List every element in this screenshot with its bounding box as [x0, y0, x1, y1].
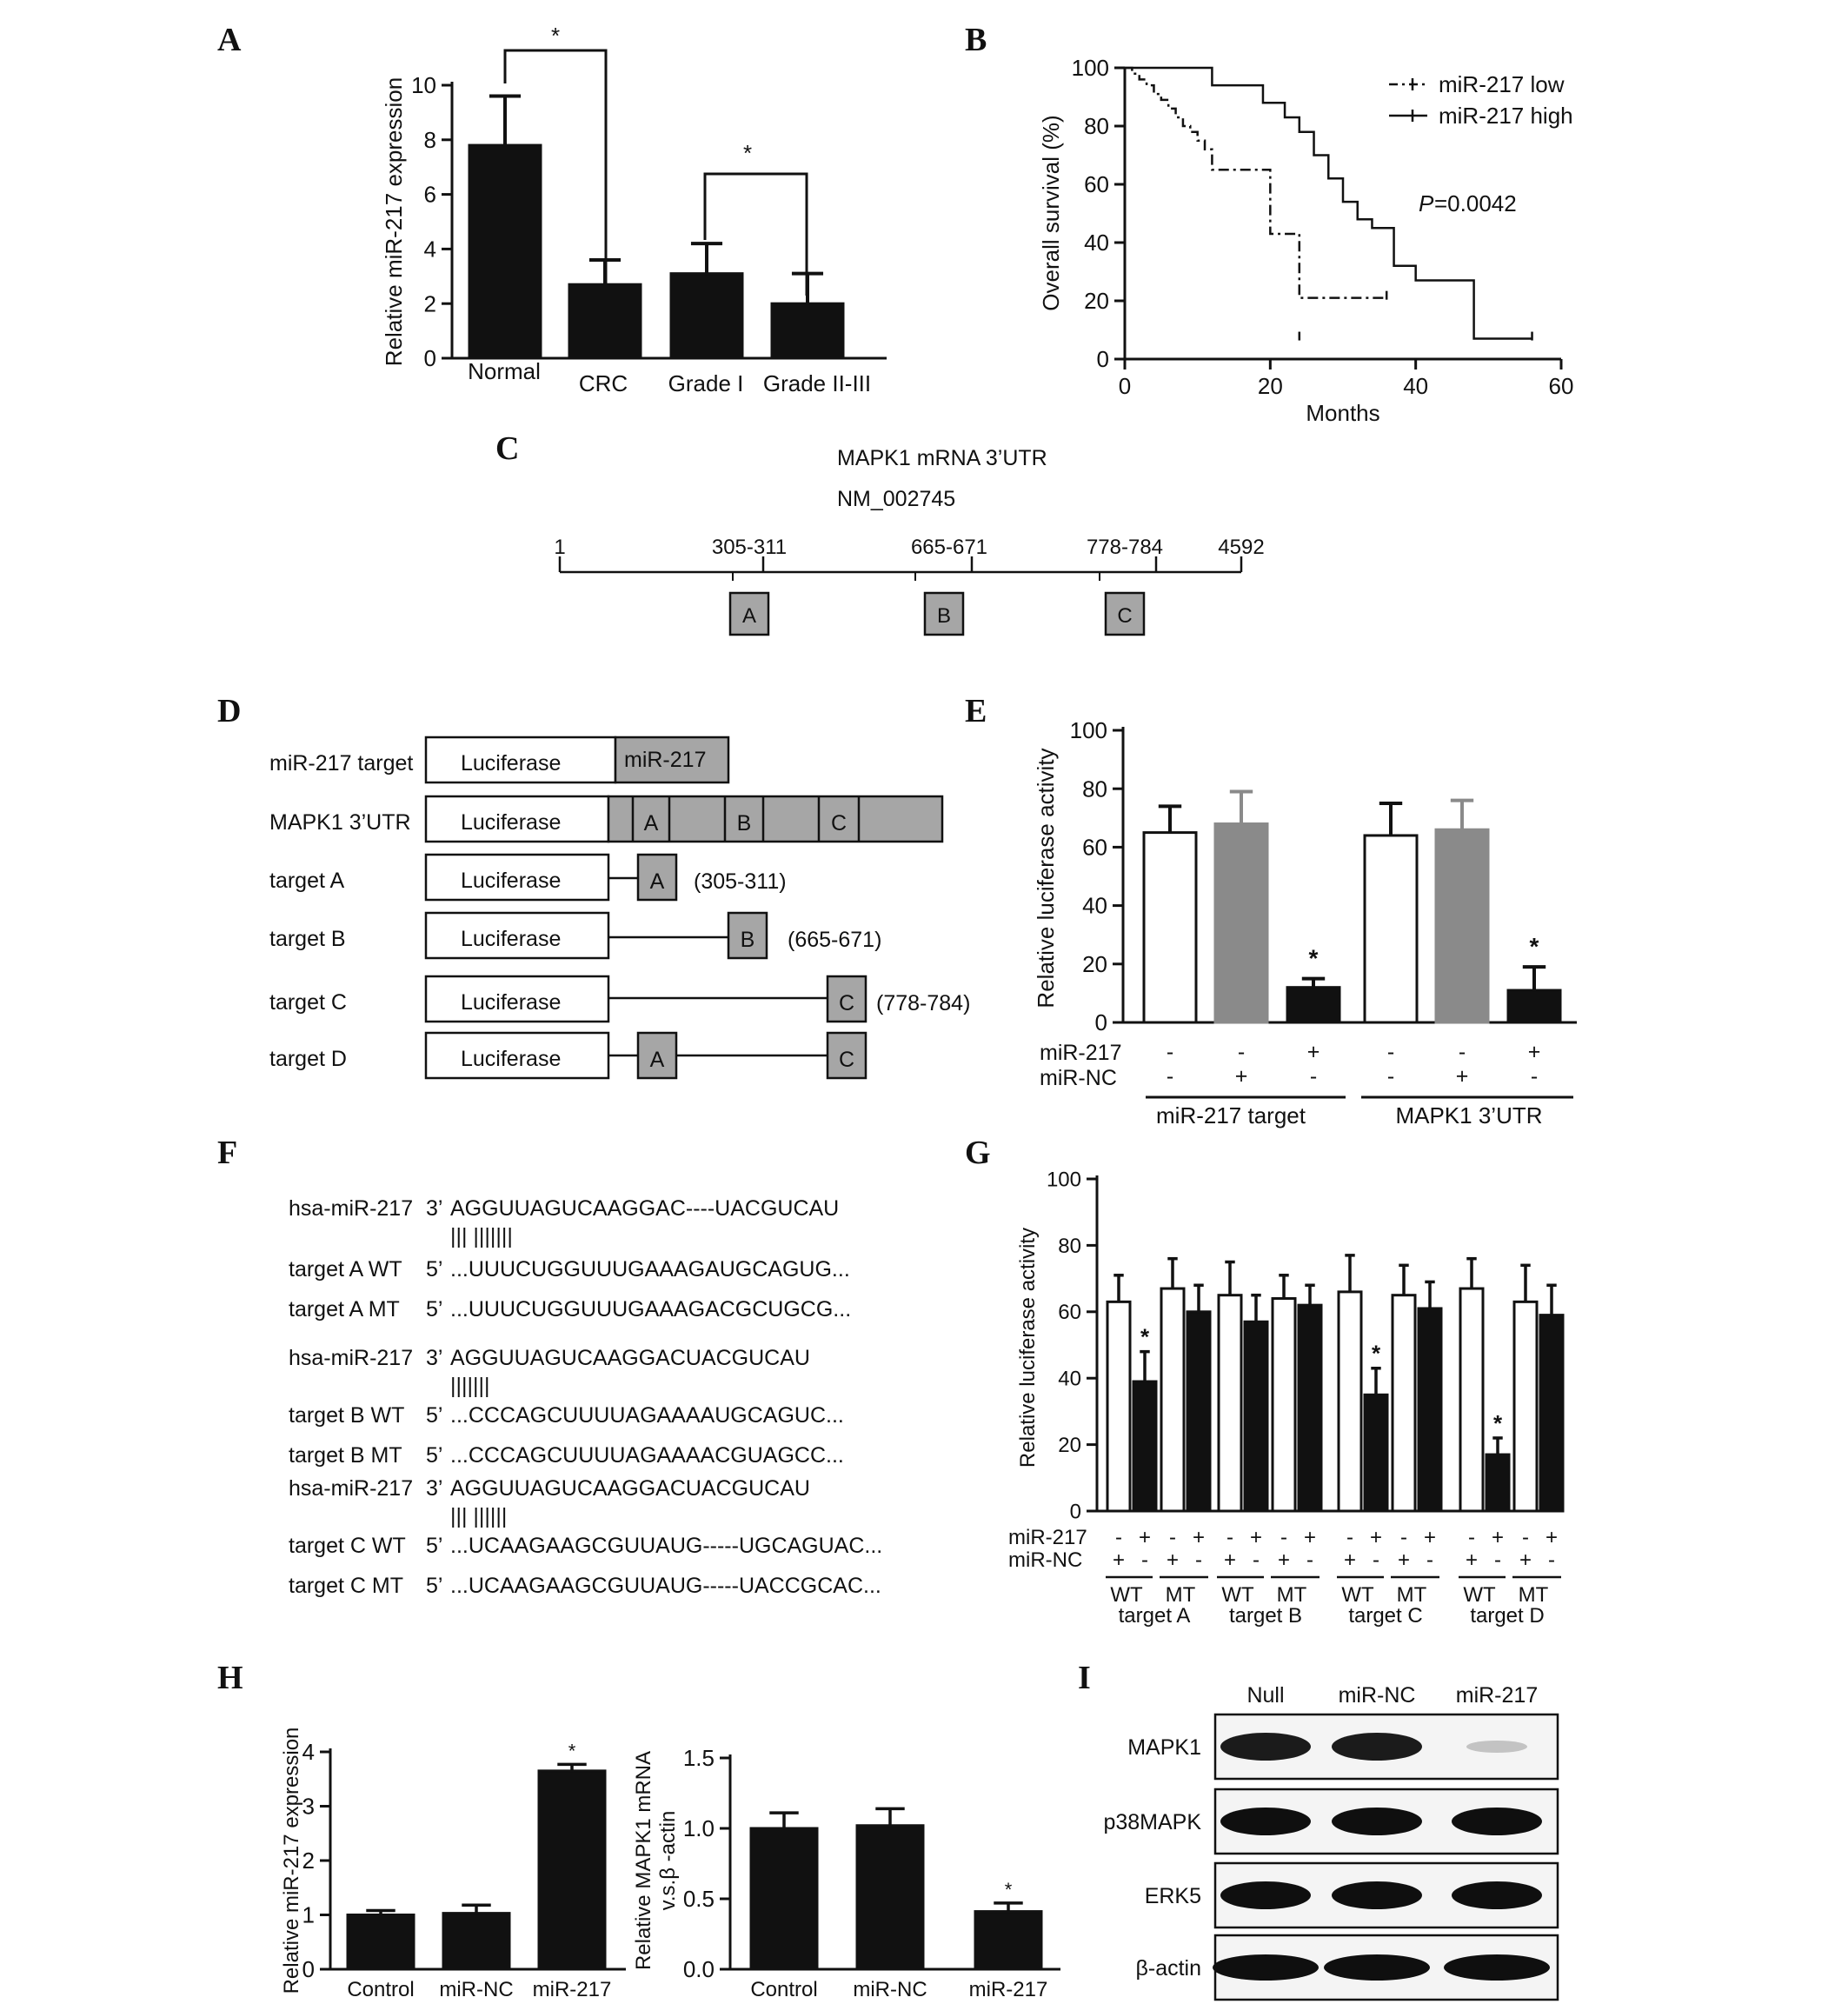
g-sign: - [1195, 1548, 1202, 1572]
i-row-label: MAPK1 [1127, 1735, 1201, 1760]
g-bar [1339, 1292, 1361, 1511]
e-y-tick-label: 60 [1082, 834, 1107, 861]
e-sign: - [1386, 1040, 1395, 1064]
g-bar [1107, 1302, 1130, 1511]
b-y-tick-label: 60 [1084, 171, 1109, 197]
e-y-tick-label: 20 [1082, 950, 1107, 977]
a-y-tick-label: 6 [423, 181, 436, 208]
e-sign: + [1527, 1040, 1541, 1064]
d-site-letter: C [838, 1048, 855, 1072]
f-pairing-bars: ||||||| [450, 1374, 490, 1398]
g-sign: + [1277, 1548, 1291, 1572]
g-sign: + [1423, 1526, 1437, 1549]
g-y-tick-label: 80 [1058, 1234, 1081, 1258]
i-blot-band [1452, 1808, 1542, 1835]
g-sign: - [1468, 1526, 1475, 1549]
g-target-label: target D [1470, 1604, 1545, 1628]
g-sign: - [1373, 1548, 1379, 1572]
g-sign: - [1426, 1548, 1433, 1572]
f-sequence: ...CCCAGCUUUUAGAAAACGUAGCC... [450, 1443, 844, 1468]
d-row-label: miR-217 target [269, 751, 414, 776]
c-title: MAPK1 mRNA 3’UTR [837, 446, 1047, 470]
c-site-letter: A [741, 604, 757, 628]
c-site-range-label: 305-311 [711, 536, 788, 559]
b-y-tick-label: 20 [1084, 288, 1109, 314]
g-target-label: target B [1228, 1604, 1303, 1628]
g-y-tick-label: 40 [1058, 1367, 1081, 1391]
g-sign: - [1306, 1548, 1313, 1572]
e-significance-star: * [1529, 933, 1539, 961]
e-sign: - [1530, 1064, 1539, 1089]
panel-label-c: C [495, 430, 520, 467]
g-wt-label: WT [1463, 1583, 1496, 1607]
a-bar [671, 274, 742, 358]
d-row-label: MAPK1 3’UTR [269, 810, 411, 835]
g-bar [1460, 1288, 1483, 1511]
f-sequence-end: 5’ [426, 1297, 443, 1322]
g-mt-label: MT [1165, 1583, 1196, 1607]
f-sequence: AGGUUAGUCAAGGAC----UACGUCAU [450, 1196, 840, 1221]
g-significance-star: * [1140, 1323, 1150, 1350]
b-y-axis-label: Overall survival (%) [1038, 115, 1064, 311]
i-row-label: ERK5 [1144, 1884, 1201, 1908]
b-x-tick-label: 40 [1403, 373, 1429, 399]
e-bar [1215, 824, 1267, 1022]
a-significance-star: * [742, 140, 753, 166]
c-accession: NM_002745 [837, 487, 956, 511]
g-row-label-mirnc: miR-NC [1008, 1548, 1083, 1572]
d-luciferase-label: Luciferase [461, 1047, 562, 1071]
d-row-label: target C [269, 990, 347, 1015]
e-sign: - [1166, 1040, 1174, 1064]
f-sequence-name: target B MT [289, 1443, 402, 1468]
g-sign: + [1223, 1548, 1237, 1572]
e-sign: - [1166, 1064, 1174, 1089]
a-x-tick-label: CRC [578, 370, 628, 396]
e-y-tick-label: 80 [1082, 776, 1107, 802]
i-column-label: Null [1246, 1683, 1285, 1708]
h2-x-tick-label: miR-NC [853, 1978, 927, 2001]
b-legend-label-low: miR-217 low [1439, 71, 1565, 97]
e-bar [1436, 829, 1488, 1022]
f-sequence-name: target A WT [289, 1257, 402, 1282]
g-y-axis-label: Relative luciferase activity [1016, 1227, 1040, 1468]
f-sequence: ...UCAAGAAGCGUUAUG-----UACCGCAC... [450, 1574, 881, 1598]
d-utr-site-letter: B [736, 811, 752, 836]
e-group-label: MAPK1 3’UTR [1395, 1102, 1543, 1128]
g-bar [1419, 1308, 1441, 1511]
g-sign: - [1226, 1526, 1233, 1549]
f-sequence-end: 3’ [426, 1196, 443, 1221]
f-sequence-name: hsa-miR-217 [289, 1476, 414, 1501]
g-wt-label: WT [1221, 1583, 1254, 1607]
e-sign: - [1237, 1040, 1246, 1064]
g-wt-label: WT [1110, 1583, 1143, 1607]
h1-bar [539, 1771, 605, 1969]
g-sign: + [1545, 1526, 1559, 1549]
c-start-label: 1 [554, 536, 566, 559]
a-x-tick-label: Grade I [668, 370, 744, 396]
g-bar [1187, 1312, 1210, 1511]
d-utr-site-letter: A [643, 811, 659, 836]
c-end-label: 4592 [1218, 536, 1265, 559]
g-bar [1245, 1322, 1267, 1511]
i-blot-band [1220, 1733, 1311, 1761]
i-row-label: β-actin [1135, 1956, 1201, 1981]
e-y-tick-label: 40 [1082, 892, 1107, 919]
g-y-tick-label: 60 [1058, 1301, 1081, 1325]
f-sequence-end: 5’ [426, 1403, 443, 1428]
g-sign: + [1138, 1526, 1152, 1549]
f-sequence: ...UCAAGAAGCGUUAUG-----UGCAGUAC... [450, 1534, 883, 1558]
i-blot-band [1466, 1741, 1527, 1753]
e-significance-star: * [1308, 944, 1319, 972]
g-sign: + [1519, 1548, 1532, 1572]
panel-label-e: E [965, 693, 987, 729]
e-row-label-mirnc: miR-NC [1040, 1066, 1117, 1090]
f-sequence: ...UUUCUGGUUUGAAAGACGCUGCG... [450, 1297, 852, 1322]
h2-x-tick-label: Control [750, 1978, 818, 2001]
e-row-label-mir217: miR-217 [1040, 1041, 1122, 1065]
f-pairing-bars: ||| ||||||| [450, 1224, 513, 1248]
h2-y-axis-label-line1: Relative MAPK1 mRNA [632, 1750, 655, 1971]
g-sign: + [1343, 1548, 1357, 1572]
e-y-tick-label: 0 [1094, 1009, 1107, 1036]
panel-label-d: D [217, 693, 242, 729]
b-x-tick-label: 0 [1118, 373, 1132, 399]
h1-y-tick-label: 1 [302, 1901, 315, 1928]
f-sequence-end: 5’ [426, 1443, 443, 1468]
g-bar [1219, 1295, 1241, 1511]
a-significance-star: * [550, 23, 561, 49]
b-x-axis-label: Months [1306, 400, 1380, 426]
h2-bar [751, 1828, 817, 1969]
g-y-tick-label: 0 [1069, 1500, 1081, 1524]
e-y-axis-label: Relative luciferase activity [1033, 748, 1059, 1009]
h1-significance-star: * [568, 1740, 576, 1762]
g-target-label: target C [1348, 1604, 1423, 1628]
f-sequence-end: 3’ [426, 1476, 443, 1501]
h2-x-tick-label: miR-217 [968, 1978, 1048, 2001]
panel-label-b: B [965, 22, 987, 58]
panel-label-f: F [217, 1135, 238, 1171]
h1-y-tick-label: 2 [302, 1848, 315, 1874]
d-row-label: target B [269, 927, 346, 951]
c-site-range-label: 778-784 [1086, 536, 1164, 559]
d-utr-site-letter: C [830, 811, 848, 836]
h1-x-tick-label: miR-217 [532, 1978, 612, 2001]
d-site-letter: B [740, 928, 755, 952]
h2-y-tick-label: 1.0 [682, 1815, 715, 1842]
g-sign: - [1346, 1526, 1353, 1549]
e-group-label: miR-217 target [1156, 1102, 1306, 1128]
g-sign: - [1169, 1526, 1176, 1549]
e-sign: + [1234, 1064, 1248, 1089]
b-series-line-low [1125, 68, 1386, 298]
g-bar [1273, 1299, 1295, 1511]
panel-i-western-blot [1103, 1683, 1558, 2000]
i-blot-band [1452, 1881, 1542, 1909]
panel-h-left-bar-chart [280, 1728, 626, 2001]
a-x-tick-label: Normal [468, 358, 541, 384]
g-sign: - [1548, 1548, 1555, 1572]
c-site-letter: B [936, 604, 952, 628]
i-blot-band [1220, 1881, 1311, 1909]
panel-f-sequence-alignment [289, 1196, 882, 1598]
i-blot-band [1332, 1881, 1422, 1909]
h2-y-tick-label: 0.5 [682, 1886, 715, 1913]
i-blot-band [1220, 1808, 1311, 1835]
g-sign: + [1112, 1548, 1126, 1572]
g-target-label: target A [1118, 1604, 1191, 1628]
f-sequence-name: target A MT [289, 1297, 400, 1322]
g-y-tick-label: 100 [1046, 1168, 1081, 1192]
h2-y-axis-label-line2: v.s.β -actin [656, 1810, 680, 1911]
a-y-tick-label: 2 [423, 290, 436, 317]
b-p-value-prefix: P [1419, 190, 1434, 216]
e-sign: - [1386, 1064, 1395, 1089]
g-sign: - [1253, 1548, 1260, 1572]
d-row-label: target A [269, 869, 345, 893]
d-site-letter: A [649, 1048, 665, 1072]
g-mt-label: MT [1276, 1583, 1307, 1607]
b-y-tick-label: 40 [1084, 230, 1109, 256]
f-sequence-name: target C MT [289, 1574, 403, 1598]
g-sign: + [1465, 1548, 1479, 1572]
d-site-letter: C [838, 991, 855, 1015]
a-bar [569, 284, 641, 358]
d-site-note: (665-671) [788, 928, 882, 952]
f-pairing-bars: ||| |||||| [450, 1504, 508, 1528]
h1-x-tick-label: miR-NC [439, 1978, 514, 2001]
b-x-tick-label: 60 [1548, 373, 1574, 399]
h1-y-tick-label: 3 [302, 1793, 315, 1820]
g-sign: - [1522, 1526, 1529, 1549]
e-bar [1365, 836, 1417, 1022]
b-x-tick-label: 20 [1257, 373, 1283, 399]
f-sequence-name: hsa-miR-217 [289, 1196, 414, 1221]
d-site-note: (778-784) [876, 991, 971, 1015]
h1-y-axis-label: Relative miR-217 expression [280, 1727, 303, 1994]
e-sign: - [1458, 1040, 1466, 1064]
e-y-tick-label: 100 [1069, 717, 1107, 744]
h2-y-tick-label: 1.5 [682, 1745, 715, 1772]
a-bar [772, 303, 843, 358]
d-mir217-label: miR-217 [624, 748, 707, 772]
d-luciferase-label: Luciferase [461, 990, 562, 1015]
f-sequence-name: hsa-miR-217 [289, 1346, 414, 1370]
h2-significance-star: * [1004, 1878, 1013, 1901]
panel-d-constructs [269, 737, 970, 1078]
f-sequence: ...UUUCUGGUUUGAAAGAUGCAGUG... [450, 1257, 850, 1282]
f-sequence-name: target C WT [289, 1534, 406, 1558]
f-sequence-end: 5’ [426, 1534, 443, 1558]
h2-bar [975, 1912, 1041, 1969]
g-sign: - [1280, 1526, 1287, 1549]
g-mt-label: MT [1518, 1583, 1549, 1607]
g-bar [1299, 1305, 1321, 1511]
f-sequence: ...CCCAGCUUUUAGAAAAUGCAGUC... [450, 1403, 844, 1428]
d-row-label: target D [269, 1047, 347, 1071]
f-sequence: AGGUUAGUCAAGGACUACGUCAU [450, 1476, 810, 1501]
g-significance-star: * [1371, 1340, 1381, 1367]
g-row-label-mir217: miR-217 [1008, 1526, 1087, 1549]
panel-label-i: I [1078, 1660, 1091, 1696]
b-y-tick-label: 80 [1084, 113, 1109, 139]
i-column-label: miR-NC [1338, 1683, 1416, 1708]
h2-bar [857, 1826, 923, 1969]
g-wt-label: WT [1341, 1583, 1374, 1607]
g-significance-star: * [1492, 1409, 1503, 1436]
h1-bar [348, 1915, 414, 1970]
d-luciferase-label: Luciferase [461, 869, 562, 893]
e-sign: + [1306, 1040, 1320, 1064]
g-sign: + [1303, 1526, 1317, 1549]
panel-h-right-bar-chart [632, 1745, 1060, 2001]
e-bar [1144, 833, 1196, 1022]
d-luciferase-label: Luciferase [461, 810, 562, 835]
g-sign: - [1115, 1526, 1122, 1549]
g-bar [1486, 1455, 1509, 1511]
g-mt-label: MT [1396, 1583, 1427, 1607]
g-y-tick-label: 20 [1058, 1434, 1081, 1457]
f-sequence-end: 5’ [426, 1257, 443, 1282]
g-sign: - [1494, 1548, 1501, 1572]
panel-label-a: A [217, 22, 242, 58]
a-bar [469, 145, 541, 358]
b-legend-label-high: miR-217 high [1439, 103, 1573, 129]
panel-b-survival-chart [1038, 55, 1573, 426]
g-bar [1514, 1302, 1537, 1511]
panel-e-bar-chart [1033, 717, 1577, 1128]
i-blot-band [1332, 1733, 1422, 1761]
i-blot-band [1444, 1954, 1550, 1981]
e-sign: - [1309, 1064, 1318, 1089]
i-blot-band [1213, 1954, 1319, 1981]
d-utr-box [608, 796, 942, 842]
c-site-range-label: 665-671 [910, 536, 988, 559]
panel-c-utr-map [554, 446, 1264, 635]
g-sign: + [1397, 1548, 1411, 1572]
f-sequence-end: 5’ [426, 1574, 443, 1598]
g-bar [1161, 1288, 1184, 1511]
d-site-note: (305-311) [694, 869, 787, 894]
g-sign: - [1400, 1526, 1407, 1549]
a-y-tick-label: 8 [423, 126, 436, 153]
panel-a-bar-chart [381, 23, 887, 396]
e-sign: + [1455, 1064, 1469, 1089]
d-luciferase-label: Luciferase [461, 751, 562, 776]
f-sequence-name: target B WT [289, 1403, 405, 1428]
e-bar [1508, 990, 1560, 1022]
i-blot-band [1332, 1808, 1422, 1835]
i-blot-band [1324, 1954, 1430, 1981]
g-bar [1133, 1381, 1156, 1511]
c-site-letter: C [1117, 604, 1133, 628]
g-sign: + [1166, 1548, 1180, 1572]
i-column-label: miR-217 [1455, 1683, 1539, 1708]
panel-label-h: H [217, 1660, 243, 1696]
g-sign: + [1192, 1526, 1206, 1549]
a-y-axis-label: Relative miR-217 expression [381, 77, 407, 367]
h2-y-tick-label: 0.0 [682, 1956, 715, 1983]
a-y-tick-label: 0 [423, 345, 436, 372]
i-row-label: p38MAPK [1103, 1810, 1201, 1834]
b-y-tick-label: 100 [1071, 55, 1109, 81]
g-bar [1540, 1315, 1563, 1511]
h1-x-tick-label: Control [347, 1978, 415, 2001]
g-bar [1393, 1295, 1415, 1511]
d-luciferase-label: Luciferase [461, 927, 562, 951]
h1-y-tick-label: 4 [302, 1739, 315, 1766]
h1-bar [443, 1914, 509, 1969]
g-bar [1365, 1395, 1387, 1511]
g-sign: + [1249, 1526, 1263, 1549]
a-y-tick-label: 10 [411, 72, 436, 99]
a-y-tick-label: 4 [423, 236, 436, 263]
f-sequence: AGGUUAGUCAAGGACUACGUCAU [450, 1346, 810, 1370]
b-p-value: =0.0042 [1434, 190, 1517, 216]
d-site-letter: A [649, 869, 665, 894]
h1-y-tick-label: 0 [302, 1956, 315, 1983]
panel-label-g: G [965, 1135, 991, 1171]
g-sign: - [1141, 1548, 1148, 1572]
a-x-tick-label: Grade II-III [762, 370, 872, 396]
g-sign: + [1491, 1526, 1505, 1549]
b-y-tick-label: 0 [1096, 346, 1109, 372]
f-sequence-end: 3’ [426, 1346, 443, 1370]
g-sign: + [1369, 1526, 1383, 1549]
e-bar [1287, 988, 1339, 1022]
panel-g-bar-chart [1008, 1168, 1563, 1628]
